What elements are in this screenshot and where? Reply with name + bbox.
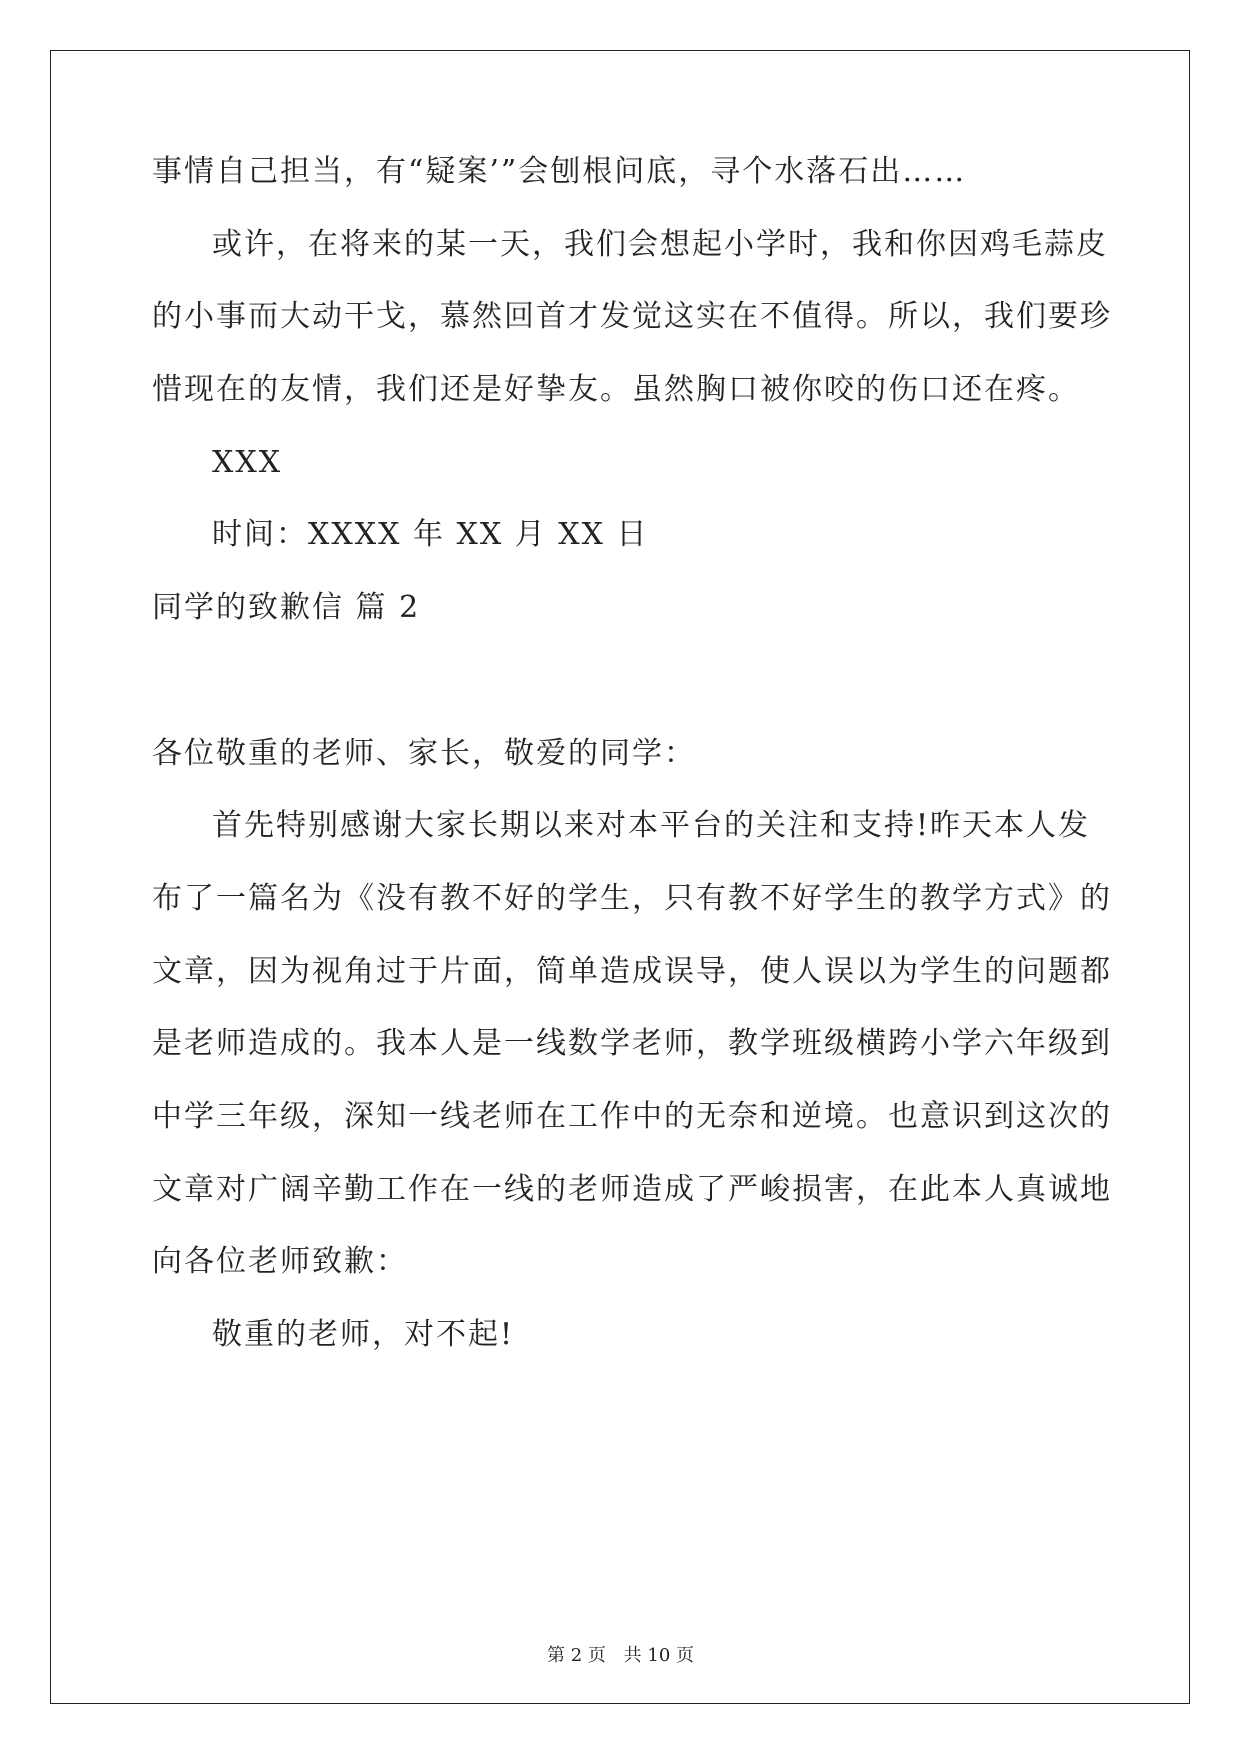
text-line: XXX (212, 445, 283, 480)
text-line: 向各位老师致歉： (152, 1244, 408, 1279)
text-line: 布了一篇名为《没有教不好的学生，只有教不好学生的教学方式》的 (152, 881, 1112, 916)
text-line: 中学三年级，深知一线老师在工作中的无奈和逆境。也意识到这次的 (152, 1099, 1112, 1134)
text-line: 事情自己担当，有“疑案’”会刨根问底，寻个水落石出…… (152, 154, 967, 189)
section-heading: 同学的致歉信 篇 2 (152, 590, 421, 625)
page-number: 第 2 页 (547, 1645, 606, 1666)
text-line: 的小事而大动干戈，慕然回首才发觉这实在不值得。所以，我们要珍 (152, 299, 1112, 334)
text-line: 敬重的老师，对不起! (212, 1317, 515, 1352)
text-line: 首先特别感谢大家长期以来对本平台的关注和支持!昨天本人发 (212, 808, 1091, 843)
text-line: 时间：XXXX 年 XX 月 XX 日 (212, 517, 649, 552)
salutation: 各位敬重的老师、家长，敬爱的同学： (152, 736, 696, 771)
text-line: 或许，在将来的某一天，我们会想起小学时，我和你因鸡毛蒜皮 (212, 227, 1108, 262)
text-line: 文章，因为视角过于片面，简单造成误导，使人误以为学生的问题都 (152, 954, 1112, 989)
text-line: 文章对广阔辛勤工作在一线的老师造成了严峻损害，在此本人真诚地 (152, 1172, 1112, 1207)
page-total: 共 10 页 (623, 1645, 694, 1666)
text-line: 是老师造成的。我本人是一线数学老师，教学班级横跨小学六年级到 (152, 1026, 1112, 1061)
text-line: 惜现在的友情，我们还是好挚友。虽然胸口被你咬的伤口还在疼。 (152, 372, 1080, 407)
page-footer (0, 1641, 1241, 1667)
